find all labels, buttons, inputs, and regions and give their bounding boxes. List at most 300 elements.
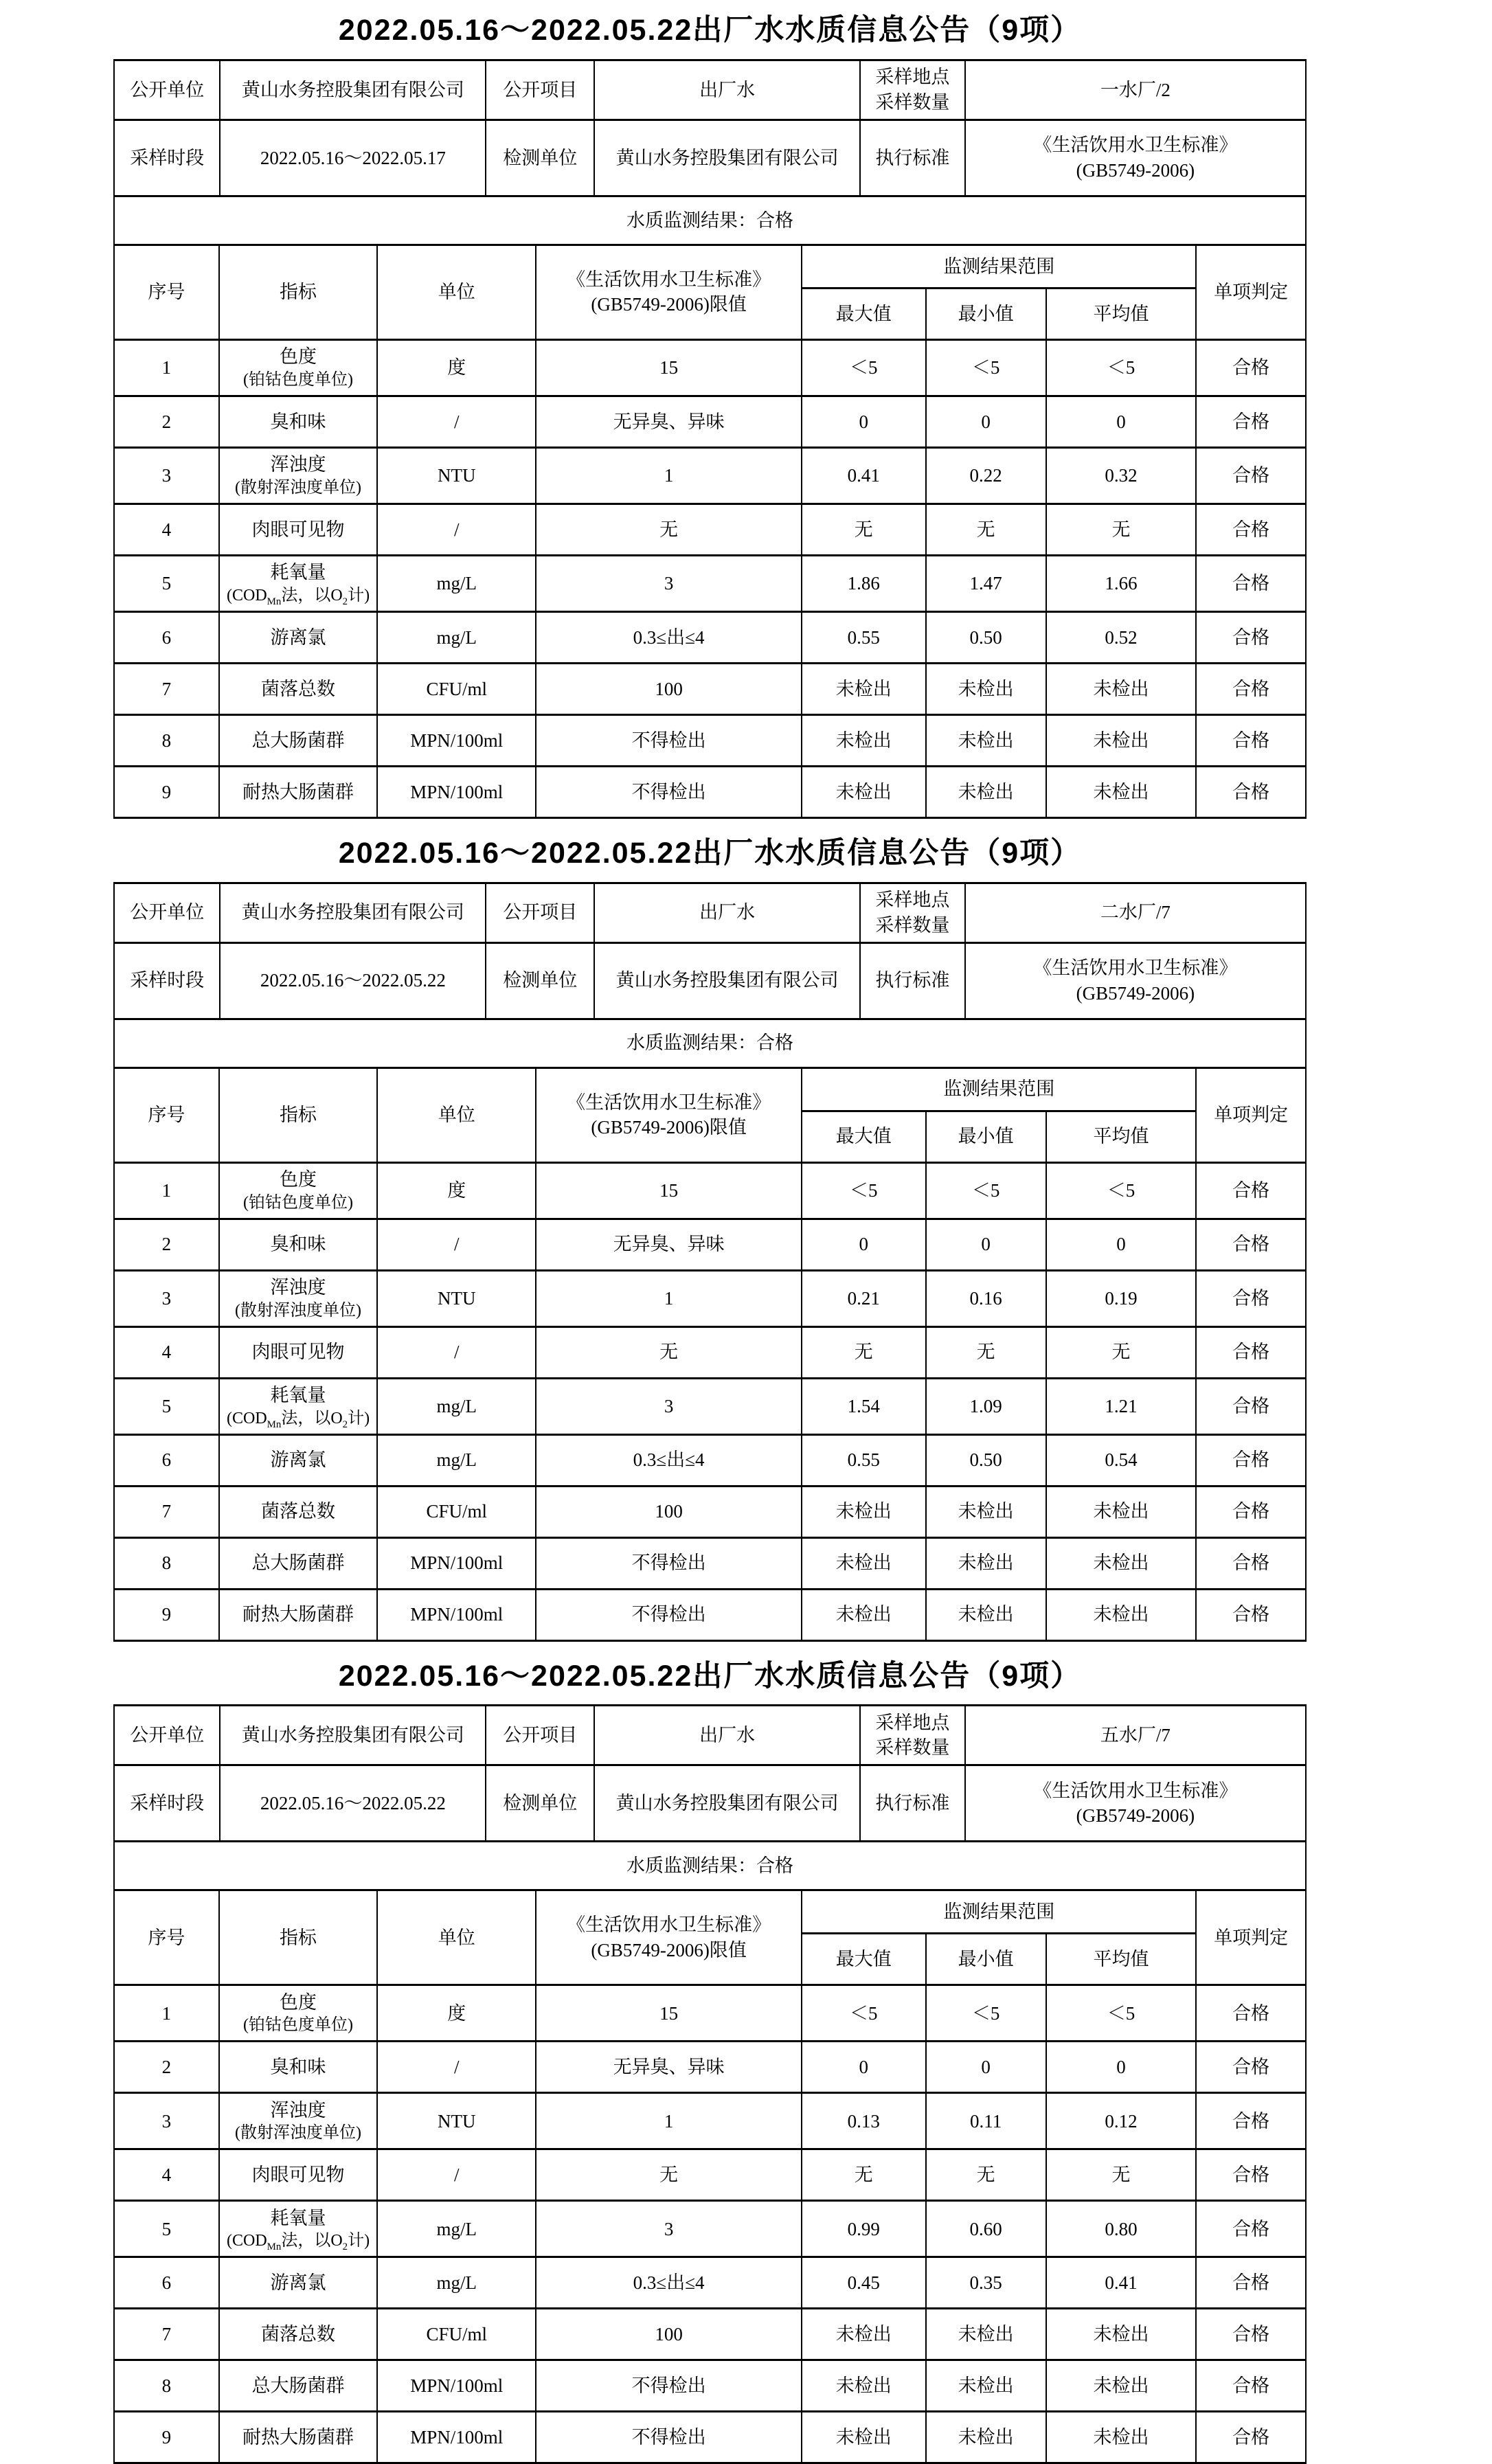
indicator-name: 菌落总数 [225,1499,372,1524]
cell-unit: / [377,396,536,447]
indicator-name: 耐热大肠菌群 [225,1602,372,1627]
label-public-item: 公开项目 [486,883,594,942]
table-row [114,2412,1306,2463]
cell-index: 4 [114,1326,219,1378]
col-limit-line2: (GB5749-2006)限值 [542,1938,795,1963]
value-public-item: 出厂水 [594,1706,860,1765]
cell-max: 0.55 [802,611,925,663]
cell-limit: 100 [536,1486,802,1537]
indicator-name: 游离氯 [225,2270,372,2295]
cell-indicator [219,2042,378,2093]
indicator-name: 肉眼可见物 [225,2162,372,2187]
cell-limit: 3 [536,1378,802,1434]
col-indicator: 指标 [219,245,378,339]
col-index: 序号 [114,1067,219,1162]
table-row [114,504,1306,555]
cell-index: 4 [114,2149,219,2201]
cell-unit: / [377,2149,536,2201]
cell-verdict: 合格 [1196,447,1306,504]
cell-avg: 未检出 [1046,2412,1197,2463]
result-table [113,1840,1307,1889]
col-limit-line1: 《生活饮用水卫生标准》 [542,1912,795,1937]
label-sample-count: 采样数量 [866,913,959,938]
cell-min: 0.50 [926,611,1046,663]
cell-min: 0 [926,1219,1046,1270]
cell-unit: MPN/100ml [377,1537,536,1589]
cell-index: 3 [114,447,219,504]
cell-index: 4 [114,504,219,555]
cell-limit: 无 [536,504,802,555]
table-row [114,1434,1306,1486]
label-standard: 执行标准 [860,1765,965,1841]
cell-indicator [219,2412,378,2463]
label-public-item: 公开项目 [486,1706,594,1765]
cell-min: 未检出 [926,1589,1046,1640]
indicator-qualifier: (散射浑浊度单位) [225,2123,372,2144]
col-limit [536,1067,802,1162]
cell-indicator [219,2309,378,2360]
cell-max: 未检出 [802,766,925,817]
cell-min: 1.09 [926,1378,1046,1434]
indicator-name: 臭和味 [225,409,372,434]
label-standard: 执行标准 [860,942,965,1018]
col-max: 最大值 [802,1934,925,1985]
cell-max: 0.45 [802,2257,925,2309]
col-min: 最小值 [926,1111,1046,1162]
value-standard [965,942,1306,1018]
indicator-name: 浑浊度 [225,1275,372,1300]
indicator-name: 耐热大肠菌群 [225,780,372,804]
cell-verdict: 合格 [1196,1162,1306,1219]
cell-unit: CFU/ml [377,1486,536,1537]
cell-limit: 1 [536,1270,802,1326]
label-test-unit: 检测单位 [486,120,594,195]
table-row [114,1589,1306,1640]
cell-unit: mg/L [377,1378,536,1434]
cell-index: 8 [114,2360,219,2412]
col-min: 最小值 [926,288,1046,339]
result-text: 水质监测结果：合格 [114,1842,1306,1890]
cell-index: 3 [114,1270,219,1326]
cell-verdict: 合格 [1196,2309,1306,2360]
standard-name: 《生活饮用水卫生标准》 [971,133,1300,157]
result-row [114,196,1306,244]
cell-max: 0.21 [802,1270,925,1326]
cell-indicator [219,663,378,714]
cell-limit: 0.3≤出≤4 [536,1434,802,1486]
table-row [114,396,1306,447]
header-row-1 [114,1067,1306,1111]
cell-min: 0.50 [926,1434,1046,1486]
value-sample-site-count: 一水厂/2 [965,60,1306,120]
cell-limit: 15 [536,339,802,396]
value-sample-site-count: 五水厂/7 [965,1706,1306,1765]
announcement-block [113,835,1307,1642]
col-verdict: 单项判定 [1196,1890,1306,1985]
cell-indicator [219,1219,378,1270]
col-range-group: 监测结果范围 [802,245,1196,288]
cell-max: 0.41 [802,447,925,504]
label-sample-period: 采样时段 [114,1765,220,1841]
indicator-name: 耗氧量 [225,2206,372,2230]
cell-verdict: 合格 [1196,1985,1306,2042]
table-row [114,2360,1306,2412]
cell-avg: ＜5 [1046,339,1197,396]
col-max: 最大值 [802,288,925,339]
cell-unit: mg/L [377,555,536,611]
cell-max: 未检出 [802,2309,925,2360]
cell-min: 0.60 [926,2201,1046,2257]
cell-avg: 1.66 [1046,555,1197,611]
cell-avg: 0.41 [1046,2257,1197,2309]
cell-index: 2 [114,396,219,447]
cell-unit: / [377,2042,536,2093]
indicator-name: 总大肠菌群 [225,2373,372,2398]
cell-min: ＜5 [926,1162,1046,1219]
label-sample-site: 采样地点 [866,1710,959,1735]
indicator-qualifier: (铂钴色度单位) [225,370,372,391]
cell-unit: MPN/100ml [377,766,536,817]
col-range-group: 监测结果范围 [802,1067,1196,1111]
cell-indicator [219,1985,378,2042]
table-row [114,1270,1306,1326]
value-sample-site-count: 二水厂/7 [965,883,1306,942]
cell-avg: 未检出 [1046,714,1197,766]
cell-max: 0.55 [802,1434,925,1486]
cell-unit: / [377,504,536,555]
value-sample-period: 2022.05.16～2022.05.22 [220,1765,486,1841]
cell-avg: 0.52 [1046,611,1197,663]
col-verdict: 单项判定 [1196,245,1306,339]
table-row [114,2309,1306,2360]
standard-name: 《生活饮用水卫生标准》 [971,956,1300,980]
value-test-unit: 黄山水务控股集团有限公司 [594,120,860,195]
cell-avg: 未检出 [1046,1589,1197,1640]
cell-max: ＜5 [802,1985,925,2042]
cell-index: 9 [114,766,219,817]
col-limit-line2: (GB5749-2006)限值 [542,1115,795,1140]
col-index: 序号 [114,245,219,339]
table-row [114,339,1306,396]
info-table [113,59,1307,195]
cell-min: ＜5 [926,339,1046,396]
cell-unit: 度 [377,1985,536,2042]
cell-max: 1.86 [802,555,925,611]
cell-unit: NTU [377,447,536,504]
label-sample-period: 采样时段 [114,120,220,195]
cell-verdict: 合格 [1196,2042,1306,2093]
cell-unit: CFU/ml [377,663,536,714]
cell-index: 9 [114,2412,219,2463]
info-row-1 [114,60,1306,120]
cell-unit: / [377,1326,536,1378]
cell-indicator [219,396,378,447]
table-row [114,1378,1306,1434]
cell-avg: ＜5 [1046,1985,1197,2042]
cell-max: 0 [802,2042,925,2093]
cell-max: 无 [802,2149,925,2201]
cell-limit: 1 [536,2093,802,2149]
cell-verdict: 合格 [1196,2149,1306,2201]
col-avg: 平均值 [1046,1111,1197,1162]
cell-verdict: 合格 [1196,1589,1306,1640]
value-public-unit: 黄山水务控股集团有限公司 [220,60,486,120]
value-test-unit: 黄山水务控股集团有限公司 [594,1765,860,1841]
cell-unit: mg/L [377,2201,536,2257]
cell-indicator [219,339,378,396]
value-standard [965,120,1306,195]
cell-avg: 0 [1046,1219,1197,1270]
cell-avg: 无 [1046,1326,1197,1378]
cell-max: ＜5 [802,1162,925,1219]
page-title: 2022.05.16～2022.05.22出厂水水质信息公告（9项） [113,1658,1307,1695]
table-row [114,1219,1306,1270]
cell-limit: 15 [536,1985,802,2042]
label-public-unit: 公开单位 [114,883,220,942]
cell-min: 未检出 [926,1537,1046,1589]
indicator-qualifier: ($COD_{Mn}$法，以$O_2$计) [225,2230,372,2252]
cell-max: 未检出 [802,2360,925,2412]
cell-min: 未检出 [926,663,1046,714]
indicator-qualifier: (铂钴色度单位) [225,2015,372,2036]
cell-indicator [219,1162,378,1219]
cell-min: 未检出 [926,2360,1046,2412]
data-rows [114,1985,1306,2463]
cell-index: 8 [114,714,219,766]
indicator-name: 游离氯 [225,1447,372,1472]
col-avg: 平均值 [1046,1934,1197,1985]
cell-limit: 100 [536,663,802,714]
cell-limit: 1 [536,447,802,504]
cell-limit: 15 [536,1162,802,1219]
indicator-name: 浑浊度 [225,452,372,477]
standard-name: 《生活饮用水卫生标准》 [971,1778,1300,1803]
cell-limit: 3 [536,2201,802,2257]
cell-avg: 未检出 [1046,2309,1197,2360]
cell-unit: MPN/100ml [377,2360,536,2412]
value-public-unit: 黄山水务控股集团有限公司 [220,1706,486,1765]
value-test-unit: 黄山水务控股集团有限公司 [594,942,860,1018]
data-table [113,1067,1307,1642]
cell-index: 8 [114,1537,219,1589]
table-row [114,766,1306,817]
cell-min: 未检出 [926,766,1046,817]
table-row [114,2093,1306,2149]
label-public-unit: 公开单位 [114,60,220,120]
cell-indicator [219,2360,378,2412]
cell-index: 1 [114,339,219,396]
info-table [113,882,1307,1018]
table-wrapper [113,59,1307,819]
cell-limit: 不得检出 [536,1589,802,1640]
cell-max: 未检出 [802,2412,925,2463]
cell-limit: 不得检出 [536,766,802,817]
col-min: 最小值 [926,1934,1046,1985]
indicator-name: 菌落总数 [225,2322,372,2347]
cell-index: 2 [114,2042,219,2093]
result-row [114,1019,1306,1067]
cell-avg: 未检出 [1046,766,1197,817]
cell-avg: 未检出 [1046,1537,1197,1589]
cell-max: 未检出 [802,1537,925,1589]
cell-avg: 0.54 [1046,1434,1197,1486]
cell-indicator [219,2093,378,2149]
cell-indicator [219,714,378,766]
cell-unit: mg/L [377,611,536,663]
cell-verdict: 合格 [1196,396,1306,447]
cell-limit: 0.3≤出≤4 [536,2257,802,2309]
value-public-unit: 黄山水务控股集团有限公司 [220,883,486,942]
table-row [114,663,1306,714]
info-row-1 [114,883,1306,942]
cell-unit: NTU [377,2093,536,2149]
cell-index: 1 [114,1985,219,2042]
col-verdict: 单项判定 [1196,1067,1306,1162]
cell-index: 3 [114,2093,219,2149]
cell-limit: 不得检出 [536,714,802,766]
info-table [113,1704,1307,1840]
cell-verdict: 合格 [1196,766,1306,817]
indicator-name: 耗氧量 [225,560,372,585]
table-wrapper [113,1704,1307,2464]
col-limit-line2: (GB5749-2006)限值 [542,292,795,317]
cell-min: 0.22 [926,447,1046,504]
page-title: 2022.05.16～2022.05.22出厂水水质信息公告（9项） [113,835,1307,872]
cell-avg: 0.80 [1046,2201,1197,2257]
table-row [114,1326,1306,1378]
col-avg: 平均值 [1046,288,1197,339]
cell-avg: 0.19 [1046,1270,1197,1326]
cell-min: 1.47 [926,555,1046,611]
cell-indicator [219,447,378,504]
indicator-name: 菌落总数 [225,677,372,701]
label-public-item: 公开项目 [486,60,594,120]
table-row [114,1985,1306,2042]
label-sample-site-count [860,60,965,120]
table-row [114,2257,1306,2309]
cell-avg: 未检出 [1046,2360,1197,2412]
cell-limit: 不得检出 [536,2412,802,2463]
table-row [114,555,1306,611]
cell-verdict: 合格 [1196,1219,1306,1270]
cell-verdict: 合格 [1196,611,1306,663]
label-sample-period: 采样时段 [114,942,220,1018]
cell-verdict: 合格 [1196,1378,1306,1434]
cell-index: 1 [114,1162,219,1219]
info-row-2 [114,120,1306,195]
cell-index: 9 [114,1589,219,1640]
data-header [114,1890,1306,1985]
standard-code: (GB5749-2006) [971,158,1300,183]
table-row [114,447,1306,504]
data-rows [114,1162,1306,1640]
page-title: 2022.05.16～2022.05.22出厂水水质信息公告（9项） [113,12,1307,49]
col-limit [536,245,802,339]
label-sample-site: 采样地点 [866,888,959,912]
cell-limit: 无 [536,2149,802,2201]
cell-max: 0 [802,396,925,447]
cell-max: 未检出 [802,1589,925,1640]
col-indicator: 指标 [219,1890,378,1985]
indicator-name: 耐热大肠菌群 [225,2425,372,2450]
cell-verdict: 合格 [1196,2257,1306,2309]
cell-verdict: 合格 [1196,663,1306,714]
col-limit [536,1890,802,1985]
cell-limit: 0.3≤出≤4 [536,611,802,663]
announcement-block [113,12,1307,819]
cell-max: 未检出 [802,714,925,766]
cell-max: 0.13 [802,2093,925,2149]
cell-index: 7 [114,663,219,714]
cell-indicator [219,2201,378,2257]
indicator-name: 色度 [225,1167,372,1192]
cell-unit: MPN/100ml [377,1589,536,1640]
cell-verdict: 合格 [1196,1434,1306,1486]
cell-avg: 1.21 [1046,1378,1197,1434]
cell-unit: MPN/100ml [377,2412,536,2463]
indicator-name: 色度 [225,1990,372,2015]
indicator-qualifier: ($COD_{Mn}$法，以$O_2$计) [225,585,372,607]
cell-index: 6 [114,1434,219,1486]
cell-index: 7 [114,1486,219,1537]
cell-avg: ＜5 [1046,1162,1197,1219]
cell-min: 0 [926,2042,1046,2093]
cell-index: 5 [114,555,219,611]
indicator-qualifier: (散射浑浊度单位) [225,477,372,499]
cell-min: 0 [926,396,1046,447]
col-unit: 单位 [377,1067,536,1162]
cell-indicator [219,1589,378,1640]
value-sample-period: 2022.05.16～2022.05.17 [220,120,486,195]
cell-min: 0.11 [926,2093,1046,2149]
cell-avg: 未检出 [1046,663,1197,714]
cell-limit: 无异臭、异味 [536,396,802,447]
label-sample-site-count [860,883,965,942]
table-row [114,2201,1306,2257]
result-text: 水质监测结果：合格 [114,1019,1306,1067]
indicator-name: 肉眼可见物 [225,1340,372,1364]
cell-indicator [219,1326,378,1378]
cell-verdict: 合格 [1196,1486,1306,1537]
cell-avg: 0 [1046,2042,1197,2093]
col-indicator: 指标 [219,1067,378,1162]
info-row-1 [114,1706,1306,1765]
value-standard [965,1765,1306,1841]
info-row-2 [114,942,1306,1018]
col-max: 最大值 [802,1111,925,1162]
cell-limit: 无 [536,1326,802,1378]
cell-unit: NTU [377,1270,536,1326]
cell-unit: / [377,1219,536,1270]
cell-index: 6 [114,2257,219,2309]
cell-verdict: 合格 [1196,555,1306,611]
col-unit: 单位 [377,1890,536,1985]
cell-avg: 无 [1046,504,1197,555]
label-standard: 执行标准 [860,120,965,195]
cell-index: 5 [114,2201,219,2257]
announcement-block [113,1658,1307,2464]
cell-index: 5 [114,1378,219,1434]
table-row [114,1537,1306,1589]
cell-max: 无 [802,504,925,555]
cell-indicator [219,1486,378,1537]
cell-avg: 0.12 [1046,2093,1197,2149]
cell-max: 无 [802,1326,925,1378]
indicator-name: 臭和味 [225,2055,372,2079]
cell-verdict: 合格 [1196,339,1306,396]
cell-verdict: 合格 [1196,2093,1306,2149]
cell-verdict: 合格 [1196,2360,1306,2412]
